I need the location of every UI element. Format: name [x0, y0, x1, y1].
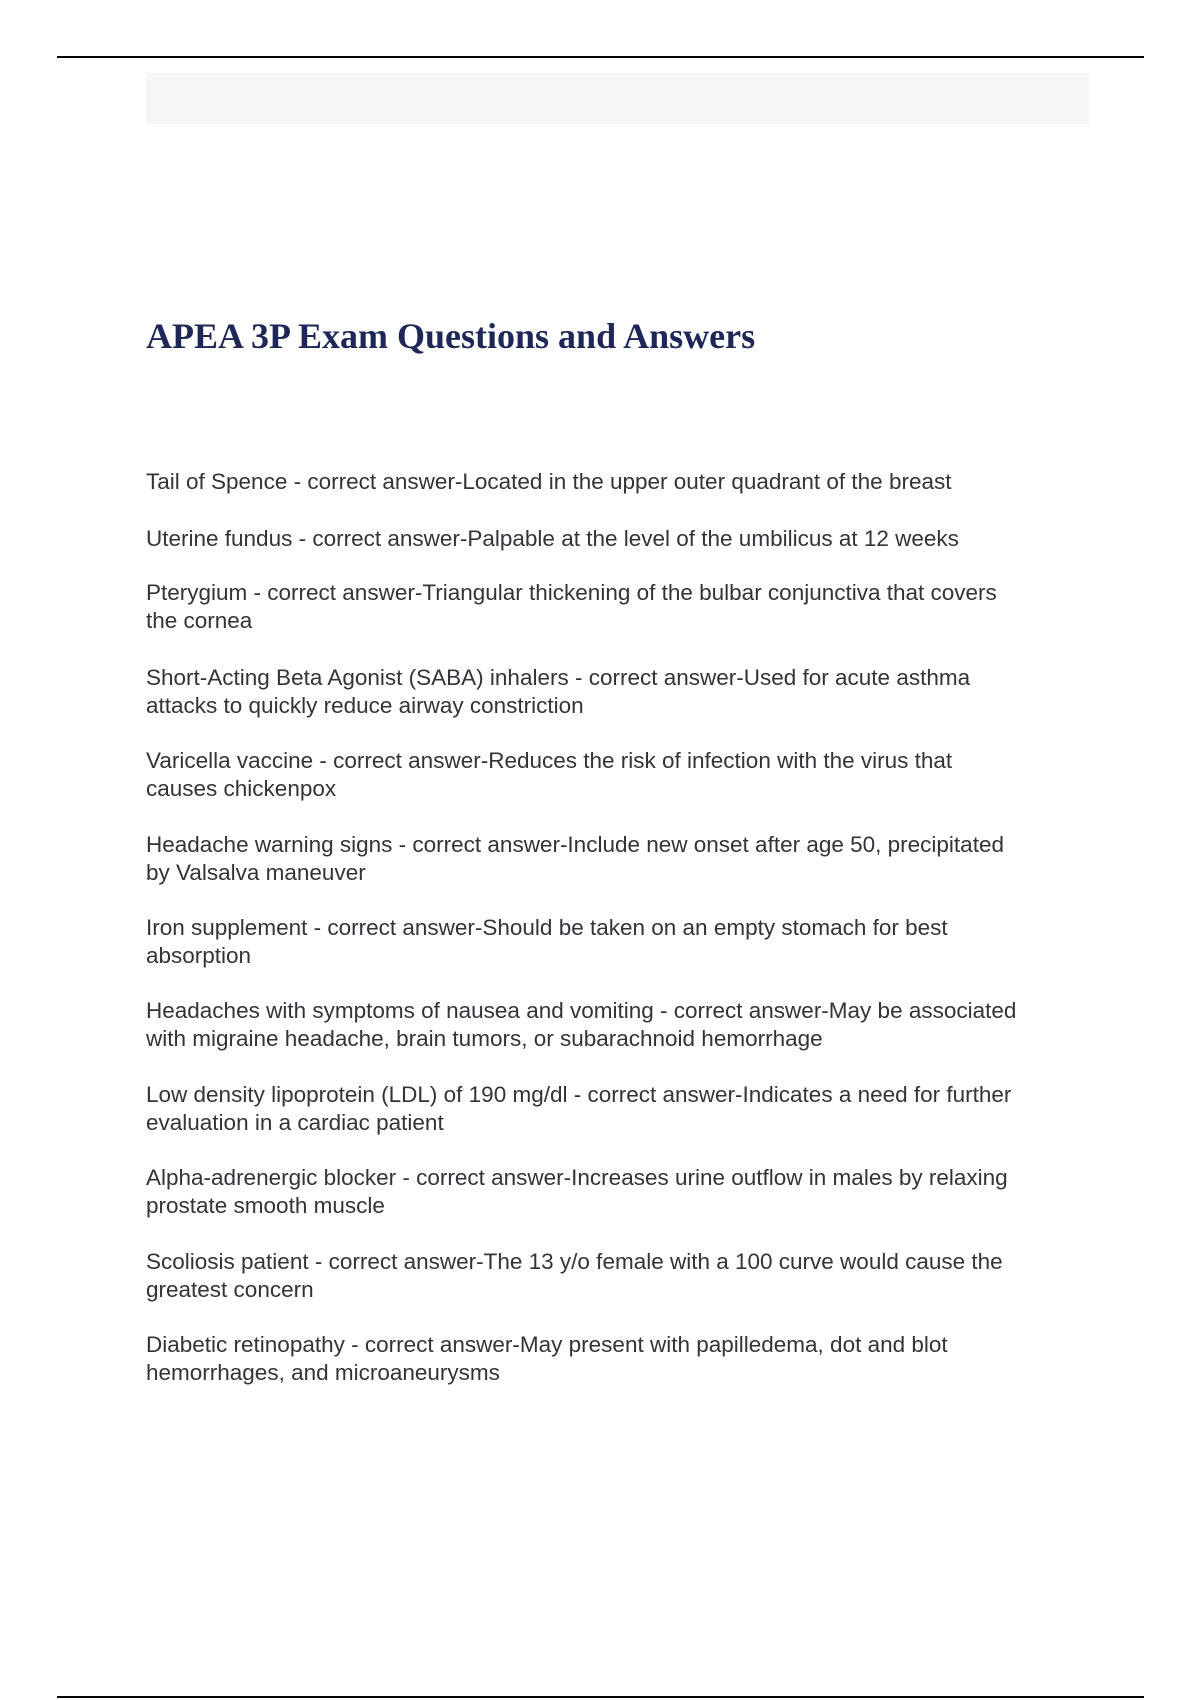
qa-item [146, 747, 1086, 803]
qa-line: Headache warning signs - correct answer-Include new onset after age 50, precipitated [146, 832, 1004, 857]
qa-line: Iron supplement - correct answer-Should be taken on an empty stomach for best [146, 915, 948, 940]
qa-item [146, 914, 1086, 970]
qa-line: the cornea [146, 608, 253, 633]
top-rule [57, 56, 1144, 58]
qa-line: Uterine fundus - correct answer-Palpable at the level of the umbilicus at 12 weeks [146, 526, 959, 551]
qa-item [146, 997, 1086, 1053]
qa-line: hemorrhages, and microaneurysms [146, 1360, 500, 1385]
qa-item [146, 1164, 1086, 1220]
qa-line: by Valsalva maneuver [146, 860, 366, 885]
qa-item [146, 579, 1086, 635]
qa-item [146, 664, 1086, 720]
qa-line: Alpha-adrenergic blocker - correct answer-Increases urine outflow in males by relaxing [146, 1165, 1008, 1190]
qa-line: Diabetic retinopathy - correct answer-May present with papilledema, dot and blot [146, 1332, 948, 1357]
qa-item [146, 1081, 1086, 1137]
header-band [146, 73, 1089, 124]
qa-line: Headaches with symptoms of nausea and vomiting - correct answer-May be associated [146, 998, 1017, 1023]
qa-line: attacks to quickly reduce airway constriction [146, 693, 584, 718]
qa-line: evaluation in a cardiac patient [146, 1110, 444, 1135]
qa-line: Varicella vaccine - correct answer-Reduces the risk of infection with the virus that [146, 748, 953, 773]
document-title: APEA 3P Exam Questions and Answers [146, 316, 756, 356]
bottom-rule [57, 1696, 1144, 1698]
qa-line: prostate smooth muscle [146, 1193, 385, 1218]
qa-item [146, 831, 1086, 887]
qa-line: Low density lipoprotein (LDL) of 190 mg/dl - correct answer-Indicates a need for further [146, 1082, 1012, 1107]
qa-line: Pterygium - correct answer-Triangular thickening of the bulbar conjunctiva that covers [146, 580, 997, 605]
qa-line: absorption [146, 943, 252, 968]
qa-line: with migraine headache, brain tumors, or subarachnoid hemorrhage [146, 1026, 823, 1051]
qa-line: causes chickenpox [146, 776, 337, 801]
qa-line: greatest concern [146, 1277, 314, 1302]
qa-item [146, 468, 1086, 496]
qa-item [146, 1248, 1086, 1304]
qa-line: Tail of Spence - correct answer-Located in the upper outer quadrant of the breast [146, 469, 952, 494]
qa-item [146, 1331, 1086, 1387]
qa-line: Scoliosis patient - correct answer-The 13 y/o female with a 100 curve would cause the [146, 1249, 1003, 1274]
qa-item [146, 525, 1086, 553]
qa-line: Short-Acting Beta Agonist (SABA) inhalers - correct answer-Used for acute asthma [146, 665, 971, 690]
